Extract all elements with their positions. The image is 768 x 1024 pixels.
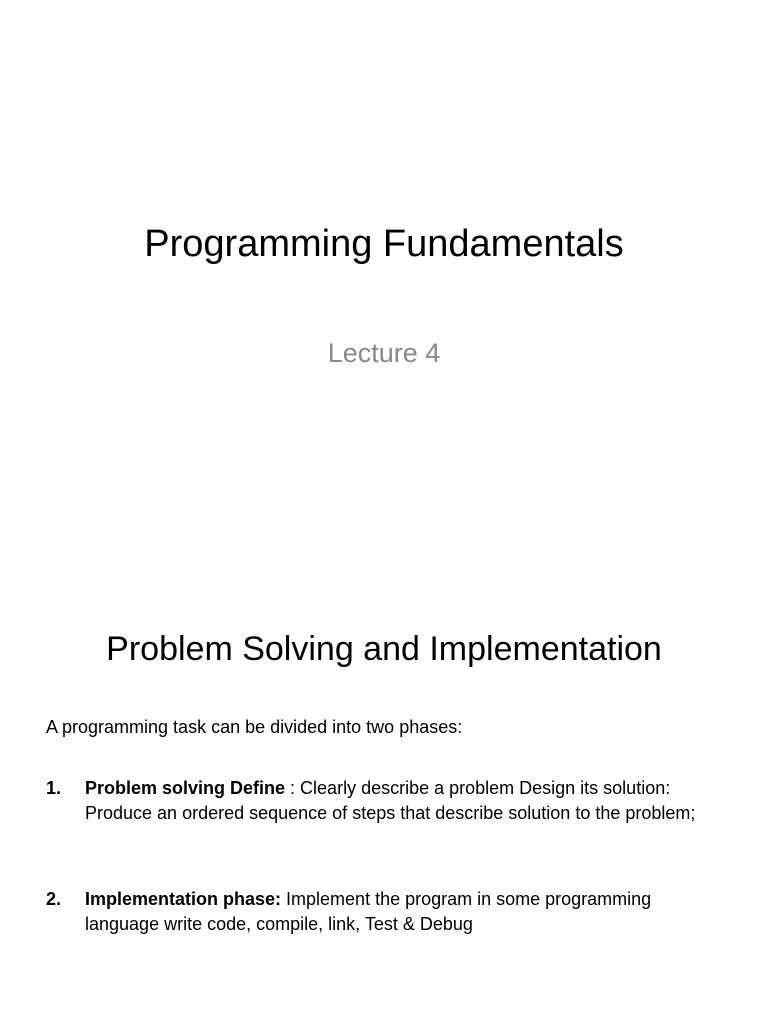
item-text: Implement the program in some programming language write code, compile, link, Test & Debug — [85, 889, 652, 934]
item-heading: Problem solving Define — [85, 778, 286, 798]
item-number: 2. — [46, 889, 62, 909]
slide-heading: Problem Solving and Implementation — [106, 630, 662, 668]
list-item — [46, 776, 726, 826]
slide-subtitle: Lecture 4 — [327, 338, 441, 368]
list-item — [46, 887, 726, 937]
slide-title: Programming Fundamentals — [144, 223, 624, 265]
content-slide — [0, 576, 768, 1024]
item-body — [85, 776, 726, 826]
item-text: : Clearly describe a problem Design its solution: Produce an ordered sequence of steps that describe solution to the problem; — [85, 778, 696, 823]
intro-text: A programming task can be divided into two phases: — [46, 717, 463, 737]
item-number: 1. — [46, 778, 62, 798]
item-heading: Implementation phase: — [85, 889, 282, 909]
item-body — [85, 887, 726, 937]
